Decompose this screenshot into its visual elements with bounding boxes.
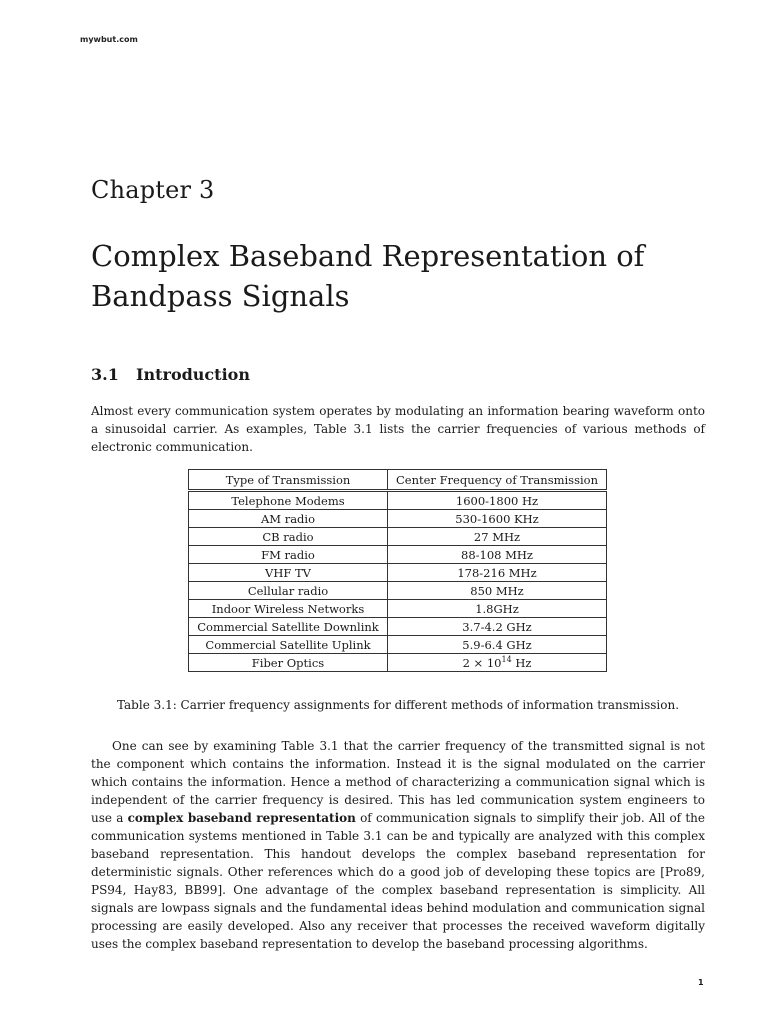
table-header-cell: Type of Transmission — [189, 470, 388, 491]
table-cell: 5.9-6.4 GHz — [388, 636, 607, 654]
table-cell: Commercial Satellite Downlink — [189, 618, 388, 636]
bold-term: complex baseband representation — [127, 811, 356, 825]
table-row — [189, 600, 607, 618]
table-row — [189, 564, 607, 582]
table-cell: 27 MHz — [388, 528, 607, 546]
site-name: mywbut.com — [80, 35, 138, 44]
table-cell: 850 MHz — [388, 582, 607, 600]
table-cell: FM radio — [189, 546, 388, 564]
table-cell: 1600-1800 Hz — [388, 491, 607, 510]
frequency-table — [188, 469, 607, 672]
chapter-title: Complex Baseband Representation of Bandpass Signals — [91, 239, 645, 313]
table-cell: 3.7-4.2 GHz — [388, 618, 607, 636]
table-row — [189, 546, 607, 564]
body-text-part1: One can see by examining Table 3.1 that the carrier frequency of the transmitted signal is not the component which contains the information. Instead it is the signal modulated on the carrier which contains the information. Hence a method of characterizing a communication signal which is independent of the carrier frequency is desired. This has led communication system engineers to use a — [91, 739, 705, 825]
table-cell: VHF TV — [189, 564, 388, 582]
fiber-exponent: 14 — [501, 655, 512, 665]
table-cell: Telephone Modems — [189, 491, 388, 510]
table-cell: AM radio — [189, 510, 388, 528]
table-cell: Fiber Optics — [189, 654, 388, 672]
section-number: 3.1 — [91, 365, 119, 384]
intro-paragraph: Almost every communication system operates by modulating an information bearing waveform onto a sinusoidal carrier. As examples, Table 3.1 lists the carrier frequencies of various methods of electronic communication. — [91, 404, 705, 454]
table-cell: 178-216 MHz — [388, 564, 607, 582]
fiber-mantissa: 2 × 10 — [462, 655, 502, 670]
chapter-label: Chapter 3 — [91, 176, 215, 204]
table-cell: Commercial Satellite Uplink — [189, 636, 388, 654]
table-row — [189, 618, 607, 636]
table-row — [189, 510, 607, 528]
table-row — [189, 528, 607, 546]
table-cell: Indoor Wireless Networks — [189, 600, 388, 618]
table-cell: CB radio — [189, 528, 388, 546]
table-cell: 1.8GHz — [388, 600, 607, 618]
table-header-row — [189, 470, 607, 491]
table-cell: 88-108 MHz — [388, 546, 607, 564]
table-cell — [388, 654, 607, 672]
table-caption: Table 3.1: Carrier frequency assignments for different methods of information transmission. — [116, 698, 680, 712]
section-heading — [91, 365, 250, 384]
table-row — [189, 654, 607, 672]
body-text-part2: of communication signals to simplify their job. All of the communication systems mentioned in Table 3.1 can be and typically are analyzed with this complex baseband representation. This handout develops the complex baseband representation for deterministic signals. Other references which do a good job of developing these topics are [Pro89, PS94, Hay83, BB99]. One advantage of the complex baseband representation is simplicity. All signals are lowpass signals and the fundamental ideas behind modulation and communication signal processing are easily developed. Also any receiver that processes the received waveform digitally uses the complex baseband representation to develop the baseband processing algorithms. — [91, 811, 705, 951]
section-title: Introduction — [136, 365, 250, 384]
table-cell: Cellular radio — [189, 582, 388, 600]
fiber-unit: Hz — [515, 655, 532, 670]
table-cell: 530-1600 KHz — [388, 510, 607, 528]
page-number: 1 — [698, 978, 704, 987]
table-row — [189, 582, 607, 600]
table-header-cell: Center Frequency of Transmission — [388, 470, 607, 491]
body-paragraph — [91, 737, 705, 953]
table-row — [189, 491, 607, 510]
table-row — [189, 636, 607, 654]
